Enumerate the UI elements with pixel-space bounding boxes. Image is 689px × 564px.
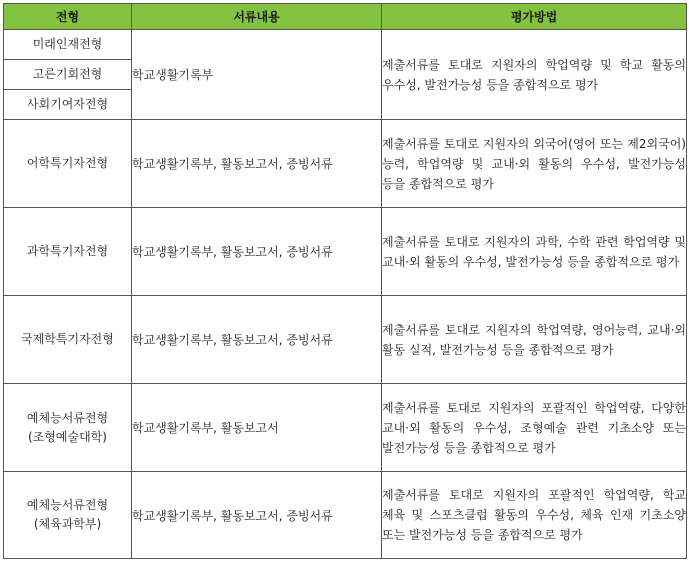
method-cell: 제출서류를 토대로 지원자의 포괄적인 학업역량, 학교 체육 및 스포츠클럽 활동의 우수성, 체육 인재 기초소양 또는 발전가능성 등을 종합적으로 평가 <box>382 472 687 559</box>
type-name: 예체능서류전형 <box>26 498 109 512</box>
type-cell: 국제학특기자전형 <box>4 296 132 384</box>
table-row <box>4 472 687 559</box>
method-cell: 제출서류를 토대로 지원자의 과학, 수학 관련 학업역량 및 교내·외 활동의 우수성, 발전가능성 등을 종합적으로 평가 <box>382 208 687 296</box>
docs-cell: 학교생활기록부, 활동보고서, 증빙서류 <box>132 472 382 559</box>
method-cell: 제출서류를 토대로 지원자의 포괄적인 학업역량, 다양한 교내·외 활동의 우수성, 조형예술 관련 기초소양 또는 발전가능성 등을 종합적으로 평가 <box>382 384 687 472</box>
table-row <box>4 208 687 296</box>
type-cell: 사회기여자전형 <box>4 90 132 120</box>
type-cell: 어학특기자전형 <box>4 120 132 208</box>
method-cell: 제출서류를 토대로 지원자의 학업역량, 영어능력, 교내·외 활동 실적, 발전가능성 등을 종합적으로 평가 <box>382 296 687 384</box>
header-method: 평가방법 <box>382 4 687 30</box>
docs-cell: 학교생활기록부, 활동보고서, 증빙서류 <box>132 296 382 384</box>
type-name: 예체능서류전형 <box>26 410 109 425</box>
type-cell <box>4 384 132 472</box>
type-cell: 과학특기자전형 <box>4 208 132 296</box>
type-cell: 미래인재전형 <box>4 30 132 60</box>
docs-cell: 학교생활기록부, 활동보고서 <box>132 384 382 472</box>
header-docs: 서류내용 <box>132 4 382 30</box>
header-row <box>4 4 687 30</box>
method-cell: 제출서류를 토대로 지원자의 학업역량 및 학교 활동의 우수성, 발전가능성 등을 종합적으로 평가 <box>382 30 687 120</box>
docs-cell: 학교생활기록부 <box>132 30 382 120</box>
type-subname: (체육과학부) <box>33 517 102 531</box>
table-row <box>4 30 687 60</box>
method-cell: 제출서류를 토대로 지원자의 외국어(영어 또는 제2외국어) 능력, 학업역량 및 교내·외 활동의 우수성, 발전가능성 등을 종합적으로 평가 <box>382 120 687 208</box>
header-type: 전형 <box>4 4 132 30</box>
docs-cell: 학교생활기록부, 활동보고서, 증빙서류 <box>132 208 382 296</box>
table-row <box>4 120 687 208</box>
type-cell: 고른기회전형 <box>4 60 132 90</box>
docs-cell: 학교생활기록부, 활동보고서, 증빙서류 <box>132 120 382 208</box>
admission-evaluation-table <box>3 3 687 559</box>
table-row <box>4 296 687 384</box>
type-subname: (조형예술대학) <box>28 429 107 444</box>
type-cell <box>4 472 132 559</box>
table-row <box>4 384 687 472</box>
